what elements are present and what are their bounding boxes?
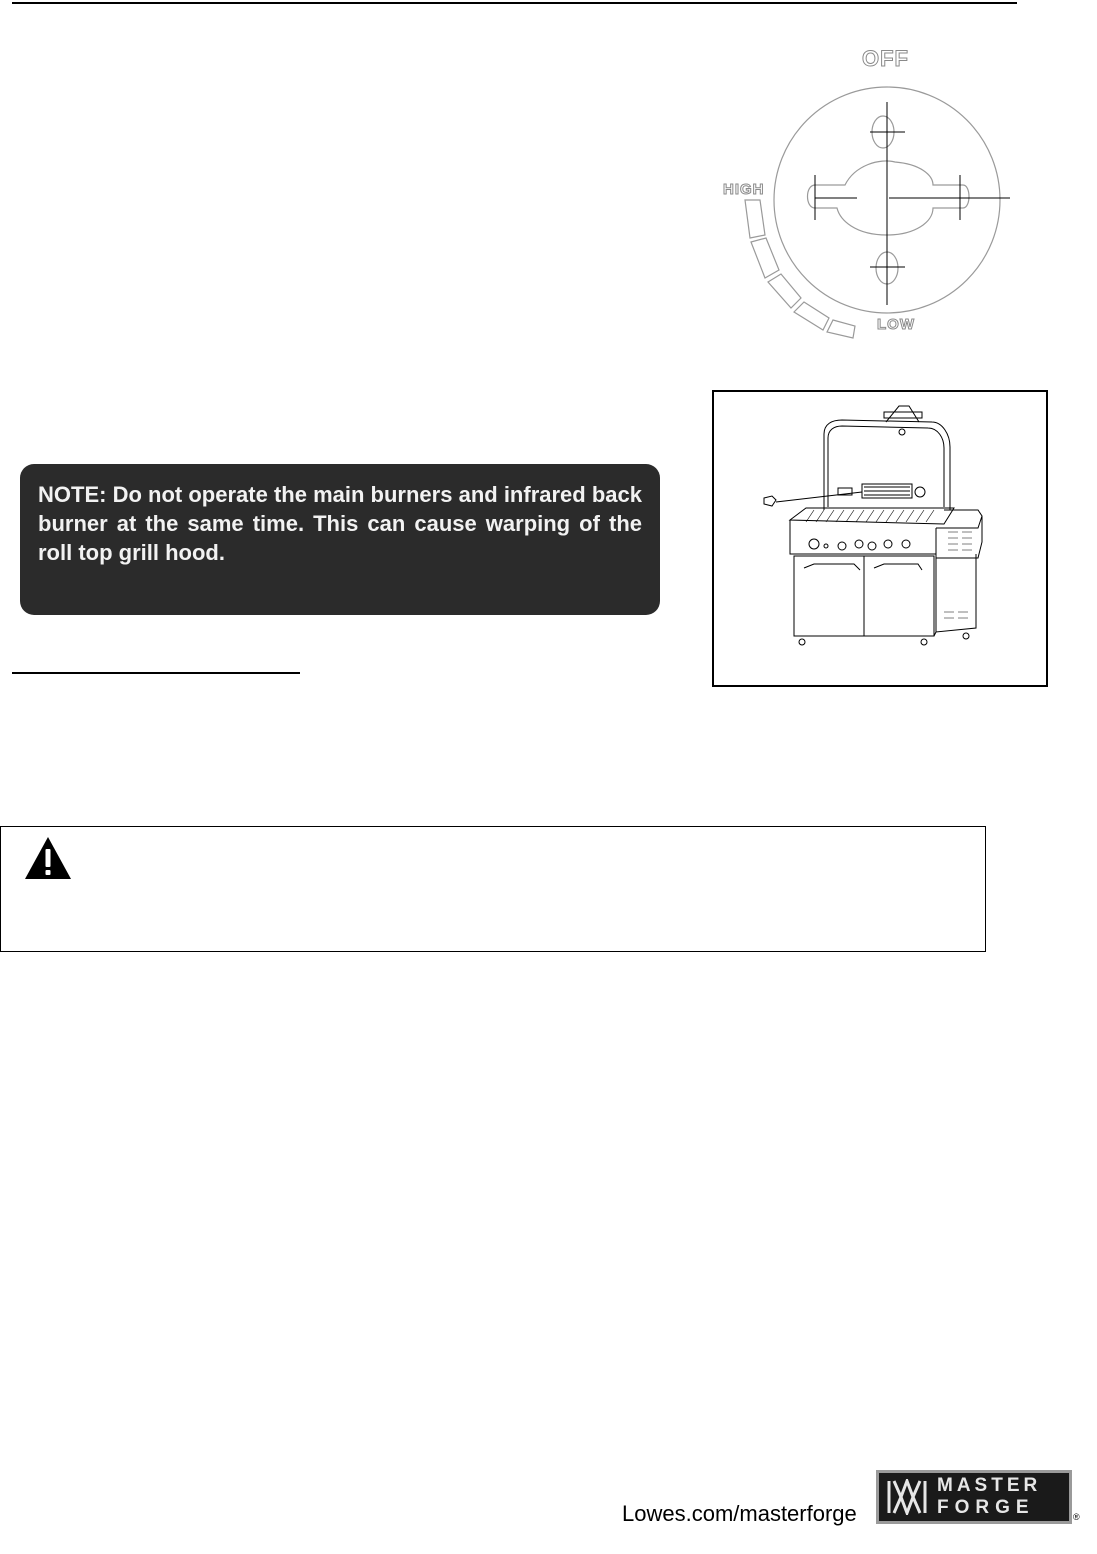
label-low: LOW <box>877 316 915 333</box>
logo-text-forge: FORGE <box>937 1497 1035 1518</box>
masterforge-logo-icon <box>885 1479 929 1515</box>
grill-illustration <box>712 390 1048 687</box>
masterforge-logo <box>876 1470 1072 1524</box>
note-text: NOTE: Do not operate the main burners and infrared back burner at the same time. This can cause warping of the roll top grill hood. <box>38 482 642 565</box>
warning-triangle-icon <box>23 835 73 881</box>
label-off: OFF <box>862 46 909 71</box>
registered-mark: ® <box>1073 1512 1080 1522</box>
footer-url: Lowes.com/masterforge <box>622 1501 857 1526</box>
top-rule <box>12 2 1017 4</box>
knob-diagram <box>705 40 1035 345</box>
warning-box <box>0 826 986 952</box>
section-heading-underline <box>12 672 300 674</box>
logo-text-master: MASTER <box>937 1475 1042 1496</box>
label-high: HIGH <box>723 181 765 198</box>
grill-drawing <box>714 392 1046 685</box>
note-box <box>20 464 660 615</box>
